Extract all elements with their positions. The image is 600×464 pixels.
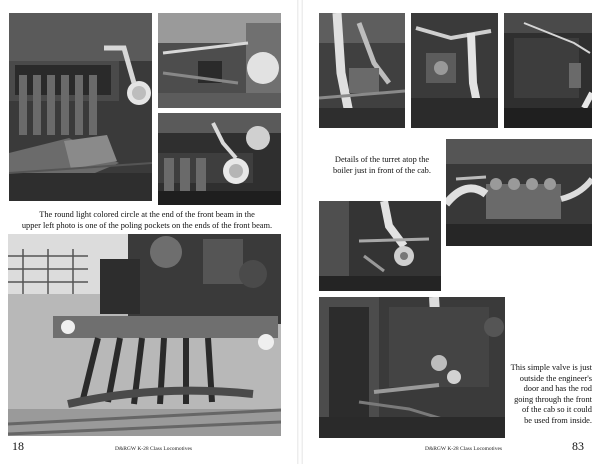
turret-pipes-photo: [319, 13, 405, 128]
cab-front-photo: [504, 13, 592, 128]
cab-valve-photo: [319, 297, 505, 438]
front-beam-top-photo: [158, 13, 281, 108]
turret-valves-photo: [411, 13, 498, 128]
valve-caption-line-3: door and has the rod: [523, 384, 592, 394]
valve-caption-line-2: outside the engineer's: [519, 373, 592, 383]
poling-pocket-caption: [8, 210, 286, 231]
turret-caption: [322, 155, 442, 176]
valve-caption-line-1: This simple valve is just: [510, 363, 592, 372]
book-gutter: [297, 0, 303, 464]
right-running-footer: D&RGW K-28 Class Locomotives: [425, 446, 503, 452]
pilot-front-photo: [8, 234, 281, 436]
valve-caption-line-5: of the cab so it could: [521, 405, 592, 415]
turret-side-photo: [319, 201, 441, 291]
turret-caption-line-1: Details of the turret atop the: [334, 155, 430, 164]
valve-caption-line-6: be used from inside.: [524, 415, 592, 425]
poling-pocket-caption-line-2: upper left photo is one of the poling pockets on the ends of the front beam.: [21, 220, 273, 230]
valve-caption: [508, 363, 592, 427]
turret-caption-line-2: boiler just in front of the cab.: [333, 165, 431, 175]
right-page-number: 83: [572, 439, 584, 453]
poling-pocket-photo: [9, 13, 152, 201]
left-page-number: 18: [12, 439, 24, 453]
poling-pocket-closeup-photo: [158, 113, 281, 205]
left-running-footer: D&RGW K-28 Class Locomotives: [115, 446, 193, 452]
valve-caption-line-4: going through the front: [514, 394, 592, 404]
poling-pocket-caption-line-1: The round light colored circle at the end of the front beam in the: [39, 210, 255, 219]
turret-manifold-photo: [446, 139, 592, 246]
